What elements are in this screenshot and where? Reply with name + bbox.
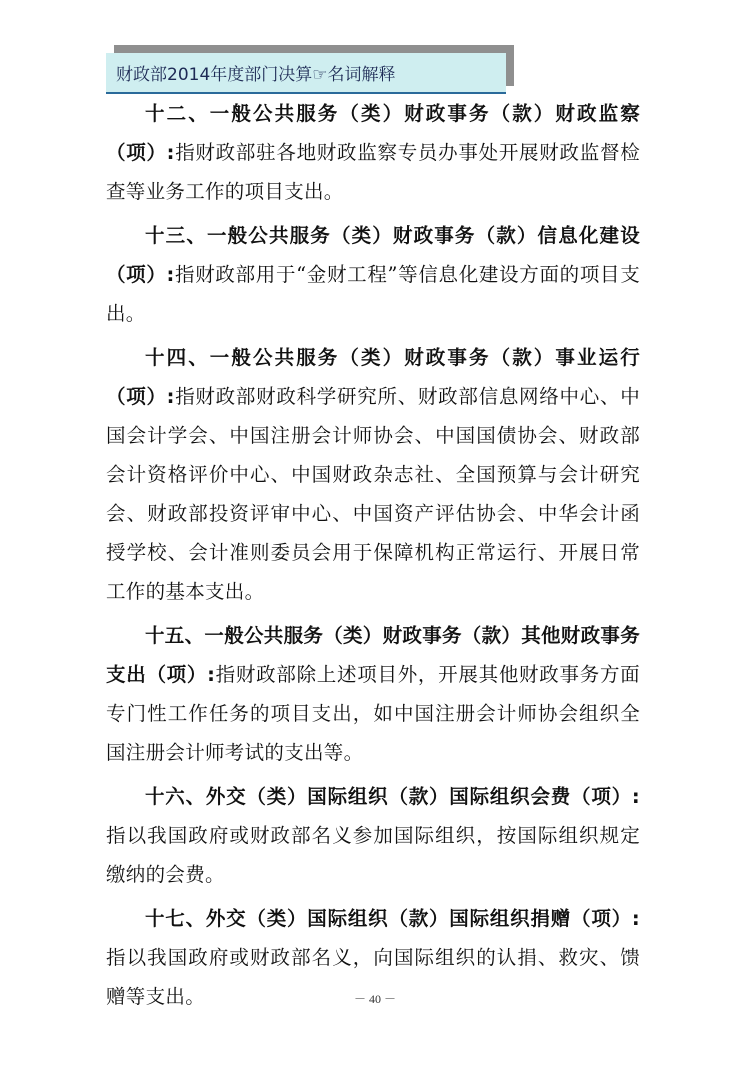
glossary-entry-13	[106, 216, 640, 333]
glossary-content	[106, 94, 640, 1021]
entry-term: 十二、一般公共服务（类）财政事务（款）财政监察（项）:	[106, 102, 640, 164]
entry-term: 十七、外交（类）国际组织（款）国际组织捐赠（项）:	[145, 907, 640, 930]
entry-description: 指财政部财政科学研究所、财政部信息网络中心、中国会计学会、中国注册会计师协会、中国国债协会、财政部会计资格评价中心、中国财政杂志社、全国预算与会计研究会、财政部投资评审中心、中国资产评估协会、中华会计函授学校、会计准则委员会用于保障机构正常运行、开展日常工作的基本支出。	[106, 385, 640, 603]
entry-description: 指以我国政府或财政部名义参加国际组织，按国际组织规定缴纳的会费。	[106, 824, 640, 886]
glossary-entry-14	[106, 338, 640, 611]
glossary-entry-12	[106, 94, 640, 211]
page-number: － 40 －	[353, 992, 396, 1006]
header-title: 财政部2014年度部门决算☞名词解释	[116, 65, 396, 85]
entry-description: 指财政部除上述项目外，开展其他财政事务方面专门性工作任务的项目支出，如中国注册会计师协会组织全国注册会计师考试的支出等。	[106, 663, 640, 764]
entry-description: 指财政部用于“金财工程”等信息化建设方面的项目支出。	[106, 263, 641, 325]
glossary-entry-15	[106, 616, 640, 772]
entry-term: 十六、外交（类）国际组织（款）国际组织会费（项）:	[145, 785, 640, 808]
running-header	[106, 53, 506, 94]
entry-description: 指财政部驻各地财政监察专员办事处开展财政监督检查等业务工作的项目支出。	[106, 141, 640, 203]
glossary-entry-16	[106, 777, 640, 894]
entry-term: 十五、一般公共服务（类）财政事务（款）其他财政事务支出（项）:	[106, 624, 641, 686]
entry-term: 十三、一般公共服务（类）财政事务（款）信息化建设（项）:	[106, 224, 640, 286]
entry-term: 十四、一般公共服务（类）财政事务（款）事业运行（项）:	[106, 346, 640, 408]
entry-description: 指以我国政府或财政部名义，向国际组织的认捐、救灾、馈赠等支出。	[106, 946, 640, 1008]
